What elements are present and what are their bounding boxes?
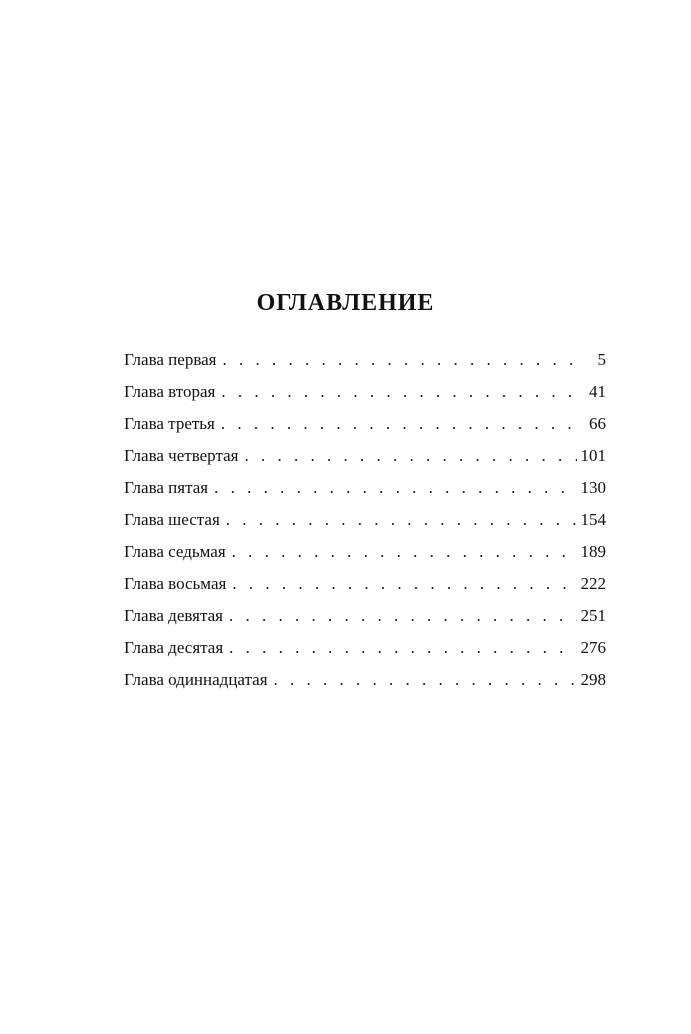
- toc-entry-label: Глава первая: [124, 350, 217, 369]
- toc-entry-page: 251: [580, 606, 606, 625]
- toc-dot-leader: [244, 440, 576, 472]
- toc-entry-page: 189: [580, 542, 606, 561]
- toc-entry: [124, 536, 606, 568]
- toc-list: [124, 344, 606, 696]
- toc-dot-leader: [229, 600, 577, 632]
- toc-entry-label: Глава шестая: [124, 510, 220, 529]
- toc-dot-leader: [223, 344, 579, 376]
- toc-entry-label: Глава десятая: [124, 638, 224, 657]
- toc-entry-label: Глава четвертая: [124, 446, 239, 465]
- toc-entry-label: Глава одиннадцатая: [124, 670, 268, 689]
- toc-entry-page: 276: [580, 638, 606, 657]
- toc-entry: [124, 440, 606, 472]
- toc-entry-page: 41: [589, 382, 606, 401]
- toc-entry-page: 5: [597, 350, 606, 369]
- toc-dot-leader: [214, 472, 576, 504]
- toc-entry: [124, 664, 606, 696]
- toc-entry-page: 298: [580, 670, 606, 689]
- toc-entry-label: Глава седьмая: [124, 542, 226, 561]
- toc-entry-page: 101: [580, 446, 606, 465]
- toc-entry-label: Глава восьмая: [124, 574, 227, 593]
- toc-dot-leader: [226, 504, 577, 536]
- toc-dot-leader: [232, 568, 576, 600]
- toc-entry: [124, 568, 606, 600]
- toc-entry: [124, 472, 606, 504]
- toc-entry: [124, 504, 606, 536]
- toc-entry-page: 222: [580, 574, 606, 593]
- toc-entry: [124, 376, 606, 408]
- toc-dot-leader: [274, 664, 577, 696]
- toc-entry: [124, 344, 606, 376]
- toc-entry-page: 66: [589, 414, 606, 433]
- toc-dot-leader: [221, 408, 578, 440]
- toc-entry-label: Глава третья: [124, 414, 215, 433]
- toc-entry-label: Глава пятая: [124, 478, 209, 497]
- toc-title: ОГЛАВЛЕНИЕ: [256, 290, 435, 316]
- toc-entry: [124, 632, 606, 664]
- toc-entry: [124, 600, 606, 632]
- toc-entry: [124, 408, 606, 440]
- toc-entry-page: 154: [580, 510, 606, 529]
- toc-entry-label: Глава вторая: [124, 382, 216, 401]
- toc-dot-leader: [232, 536, 577, 568]
- toc-entry-page: 130: [580, 478, 606, 497]
- toc-dot-leader: [229, 632, 576, 664]
- toc-entry-label: Глава девятая: [124, 606, 223, 625]
- toc-dot-leader: [221, 376, 578, 408]
